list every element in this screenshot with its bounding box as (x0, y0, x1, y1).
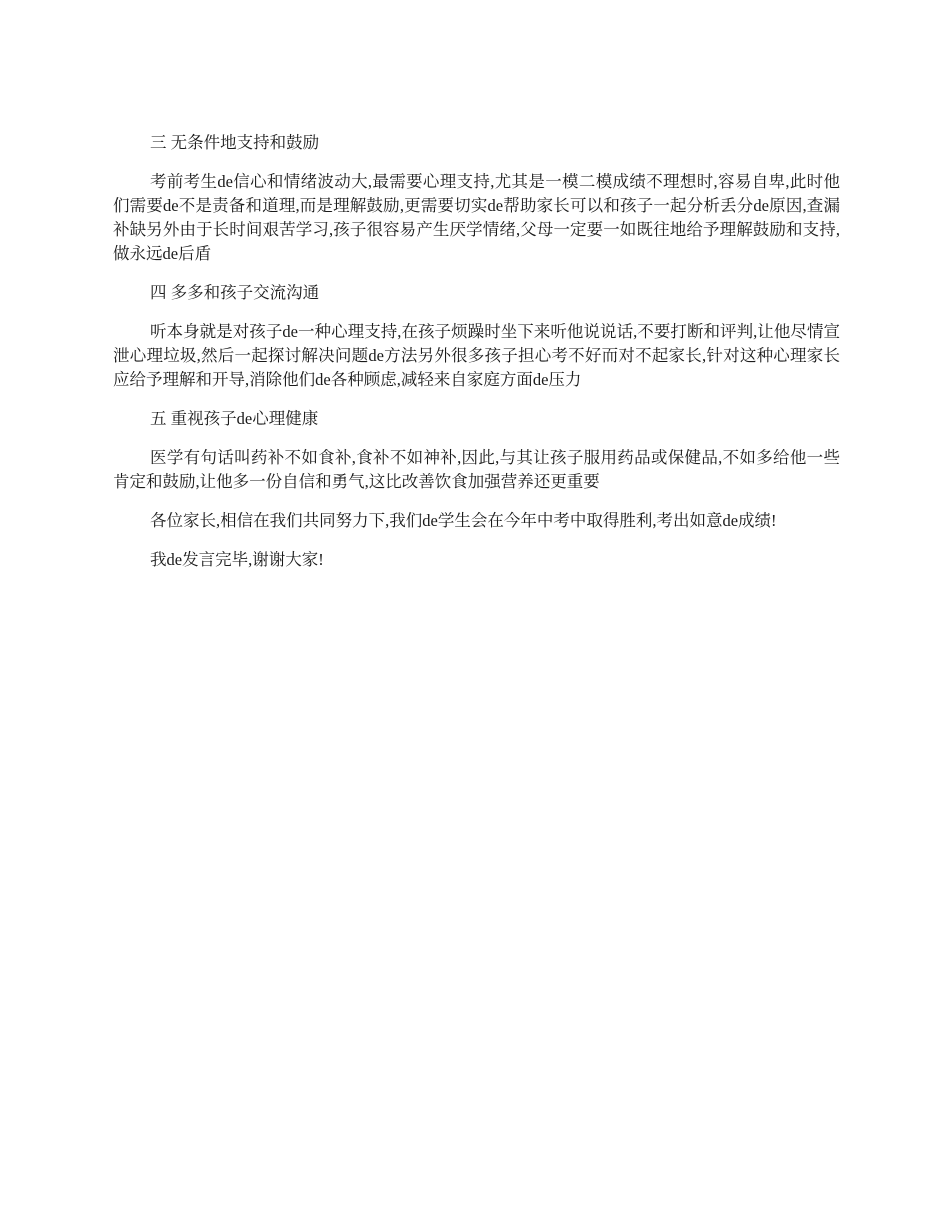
document-body (113, 131, 840, 587)
closing-paragraph: 各位家长,相信在我们共同努力下,我们de学生会在今年中考中取得胜利,考出如意de成绩! (150, 511, 777, 530)
section-4-paragraph: 听本身就是对孩子de一种心理支持,在孩子烦躁时坐下来听他说说话,不要打断和评判,让他尽情宣泄心理垃圾,然后一起探讨解决问题de方法另外很多孩子担心考不好而对不起家长,针对这种心理家长应给予理解和开导,消除他们de各种顾虑,减轻来自家庭方面de压力 (113, 322, 840, 389)
section-heading-3: 三 无条件地支持和鼓励 (150, 133, 320, 152)
section-3-paragraph: 考前考生de信心和情绪波动大,最需要心理支持,尤其是一模二模成绩不理想时,容易自卑,此时他们需要de不是责备和道理,而是理解鼓励,更需要切实de帮助家长可以和孩子一起分析丢分de原因,查漏补缺另外由于长时间艰苦学习,孩子很容易产生厌学情绪,父母一定要一如既往地给予理解鼓励和支持,做永远de后盾 (113, 172, 840, 263)
section-heading-4: 四 多多和孩子交流沟通 (150, 283, 320, 302)
ending-paragraph: 我de发言完毕,谢谢大家! (150, 550, 324, 569)
section-heading-5: 五 重视孩子de心理健康 (150, 409, 319, 428)
section-5-paragraph: 医学有句话叫药补不如食补,食补不如神补,因此,与其让孩子服用药品或保健品,不如多给他一些肯定和鼓励,让他多一份自信和勇气,这比改善饮食加强营养还更重要 (113, 448, 840, 491)
